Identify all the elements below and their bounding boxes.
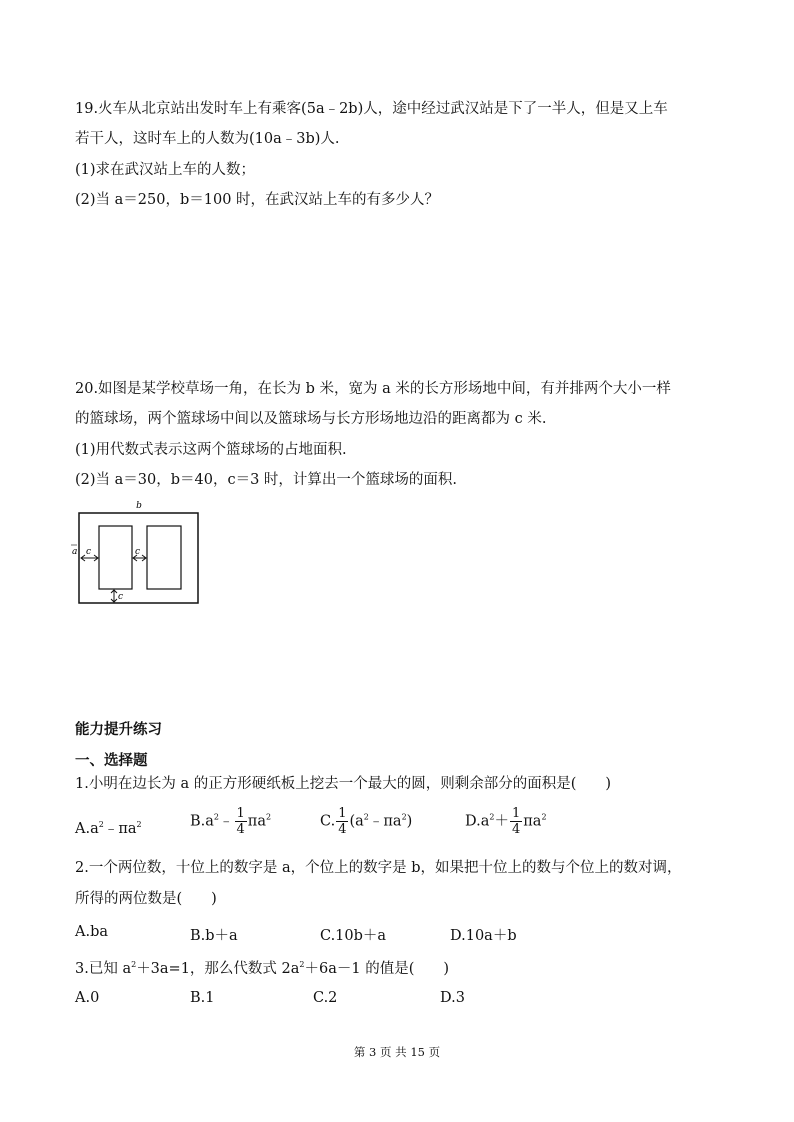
label-a: a [72,547,78,557]
mc3-option-a: A.0 [75,990,100,1006]
mc2-stem-line1: 2.一个两位数，十位上的数字是 a，个位上的数字是 b，如果把十位上的数与个位上的数对调， [75,860,682,876]
q20-line2: 的篮球场，两个篮球场中间以及篮球场与长方形场地边沿的距离都为 c 米. [75,411,547,427]
q19-line1: 19.火车从北京站出发时车上有乘客(5a﹣2b)人，途中经过武汉站是下了一半人，但是又上车 [75,101,668,117]
mc3-option-d: D.3 [440,990,465,1006]
mc1-option-c: C. $\frac{1}{4}$ $(a^2﹣\pi a^2)$ [320,806,413,837]
label-b: b [136,501,142,511]
label-c-left: c [86,547,92,557]
mc1-option-a: $A.a^2﹣\pi a^2$ [75,820,142,837]
q19-part1: (1)求在武汉站上车的人数； [75,162,256,178]
q20-line1: 20.如图是某学校草场一角，在长为 b 米，宽为 a 米的长方形场地中间，有并排两个大小一样 [75,381,671,397]
q20-part1: (1)用代数式表示这两个篮球场的占地面积. [75,442,347,458]
label-c-bottom: c [118,592,124,602]
basketball-court-figure [68,496,208,608]
mc2-stem-line2: 所得的两位数是( ) [75,891,217,907]
mc2-option-b: B.b＋a [190,928,238,944]
mc2-option-a: A.ba [75,924,109,940]
court-left [99,526,132,589]
q19-part2: (2)当 a＝250，b＝100 时，在武汉站上车的有多少人？ [75,192,440,208]
mc3-option-c: C.2 [313,990,338,1006]
mc2-option-d: D.10a＋b [450,928,517,944]
mc1-option-d: $D.a^2+$ $\frac{1}{4}$ $\pi a^2$ [465,806,547,837]
fraction: $\frac{1}{4}$ [511,806,521,837]
mc3-option-b: B.1 [190,990,215,1006]
mc1-stem: 1.小明在边长为 a 的正方形硬纸板上挖去一个最大的圆，则剩余部分的面积是( ) [75,776,612,792]
mc3-stem: 3.已知 $a^2+3a=1$，那么代数式 $2a^2+6a-1$ 的值是( ) [75,960,450,977]
mc2-option-c: C.10b＋a [320,928,387,944]
fraction: $\frac{1}{4}$ [236,806,245,837]
section-title: 能力提升练习 [75,722,162,738]
court-right [147,526,181,589]
fraction: $\frac{1}{4}$ [338,806,347,837]
q19-line2: 若干人，这时车上的人数为(10a﹣3b)人. [75,131,340,147]
mc1-option-b: $B.a^2﹣$ $\frac{1}{4}$ $\pi a^2$ [190,806,272,837]
q20-part2: (2)当 a＝30，b＝40，c＝3 时，计算出一个篮球场的面积. [75,472,458,488]
label-c-middle: c [135,547,141,557]
section-subtitle: 一、选择题 [75,753,148,769]
page-footer: 第 3 页 共 15 页 [353,1045,441,1059]
